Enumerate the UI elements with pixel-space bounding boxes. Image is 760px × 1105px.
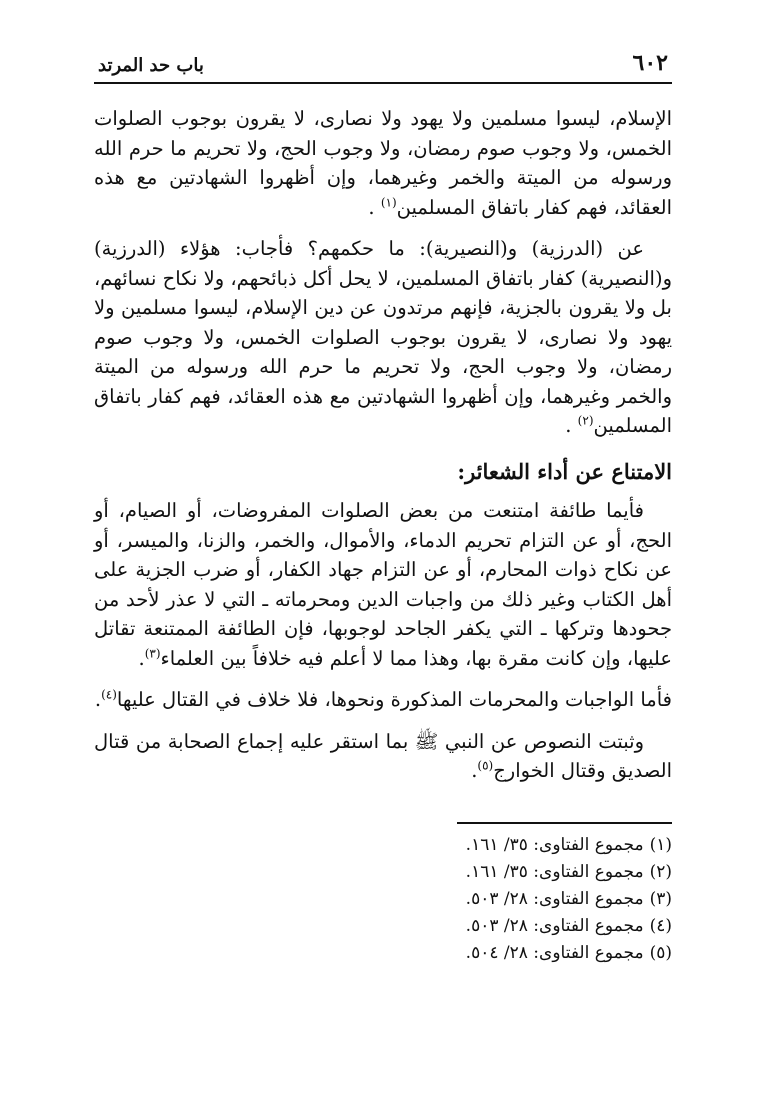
footnote-ref-1[interactable]: (١) (380, 195, 397, 209)
paragraph-1-end: . (368, 195, 375, 219)
paragraph-4-end: . (94, 688, 102, 711)
footnote-ref-3[interactable]: (٣) (144, 646, 161, 660)
footnote-divider (457, 822, 672, 824)
footnote-number: (٣) (649, 888, 672, 909)
page-number: ٦٠٢ (632, 50, 668, 76)
footnote-number: (٢) (649, 861, 672, 882)
section-heading: الامتناع عن أداء الشعائر: (457, 458, 672, 484)
footnote-3 (94, 886, 672, 913)
paragraph-3-end: . (138, 646, 145, 670)
footnote-2 (94, 859, 672, 886)
footnote-number: (٤) (649, 915, 672, 936)
paragraph-2-text: عن (الدرزية) و(النصيرية): ما حكمهم؟ فأجاب: هؤلاء (الدرزية) و(النصيرية) كفار باتفاق المسلمين، لا يحل أكل ذبائحهم، ولا نكاح نسائهم، بل ولا يقرون بالجزية، فإنهم مرتدون عن دين الإسلام، ليسوا مسلمين ولا يهود ولا نصارى، لا يقرون بوجوب الصلوات الخمس، ولا وجوب صوم رمضان، ولا وجوب الحج، ولا تحريم ما حرم الله ورسوله من الميتة والخمر وغيرهما، وإن أظهروا الشهادتين مع هذه العقائد، فهم كفار باتفاق المسلمين (94, 237, 672, 437)
footnote-text: مجموع الفتاوى: ٢٨/ ٥٠٣. (465, 915, 644, 936)
paragraph-3-text: فأيما طائفة امتنعت من بعض الصلوات المفروضات، أو الصيام، أو الحج، أو عن التزام تحريم الدماء، والأموال، والخمر، والزنا، والميسر، أو عن نكاح ذوات المحارم، أو عن التزام جهاد الكفار، أو ضرب الجزية على أهل الكتاب وغير ذلك من واجبات الدين ومحرماته ـ التي لا عذر لأحد من جحودها وتركها ـ التي يكفر الجاحد لوجوبها، فإن الطائفة الممتنعة تقاتل عليها، وإن كانت مقرة بها، وهذا مما لا أعلم فيه خلافاً بين العلماء (94, 499, 672, 670)
footnote-text: مجموع الفتاوى: ٣٥/ ١٦١. (465, 834, 644, 855)
footnote-1 (94, 832, 672, 859)
footnotes (94, 832, 672, 967)
paragraph-3 (94, 496, 672, 673)
paragraph-2 (94, 234, 672, 441)
paragraph-5 (94, 727, 672, 786)
footnote-ref-2[interactable]: (٢) (577, 413, 594, 428)
footnote-ref-5[interactable]: (٥) (477, 758, 494, 773)
paragraph-5-text: وثبتت النصوص عن النبي ﷺ بما استقر عليه إجماع الصحابة من قتال الصديق وقتال الخوارج (94, 729, 672, 782)
paragraph-5-end: . (471, 759, 478, 782)
paragraph-1 (94, 104, 672, 222)
paragraph-4 (94, 685, 672, 715)
paragraph-2-end: . (565, 414, 572, 437)
paragraph-4-text: فأما الواجبات والمحرمات المذكورة ونحوها، فلا خلاف في القتال عليها (116, 688, 672, 711)
paragraph-1-text: الإسلام، ليسوا مسلمين ولا يهود ولا نصارى، لا يقرون بوجوب الصلوات الخمس، ولا وجوب صوم رمضان، ولا وجوب الحج، ولا تحريم ما حرم الله ورسوله من الميتة والخمر وغيرهما، وإن أظهروا الشهادتين مع هذه العقائد، فهم كفار باتفاق المسلمين (94, 107, 672, 219)
section-title: باب حد المرتد (98, 55, 204, 76)
footnote-text: مجموع الفتاوى: ٣٥/ ١٦١. (465, 861, 644, 882)
footnote-text: مجموع الفتاوى: ٢٨/ ٥٠٣. (465, 888, 644, 909)
footnote-5 (94, 940, 672, 967)
footnote-number: (٥) (649, 942, 672, 963)
running-header (94, 46, 672, 84)
body-text (94, 104, 672, 786)
footnote-number: (١) (649, 834, 672, 855)
footnote-4 (94, 913, 672, 940)
footnote-text: مجموع الفتاوى: ٢٨/ ٥٠٤. (465, 942, 644, 963)
footnote-ref-4[interactable]: (٤) (101, 687, 117, 702)
